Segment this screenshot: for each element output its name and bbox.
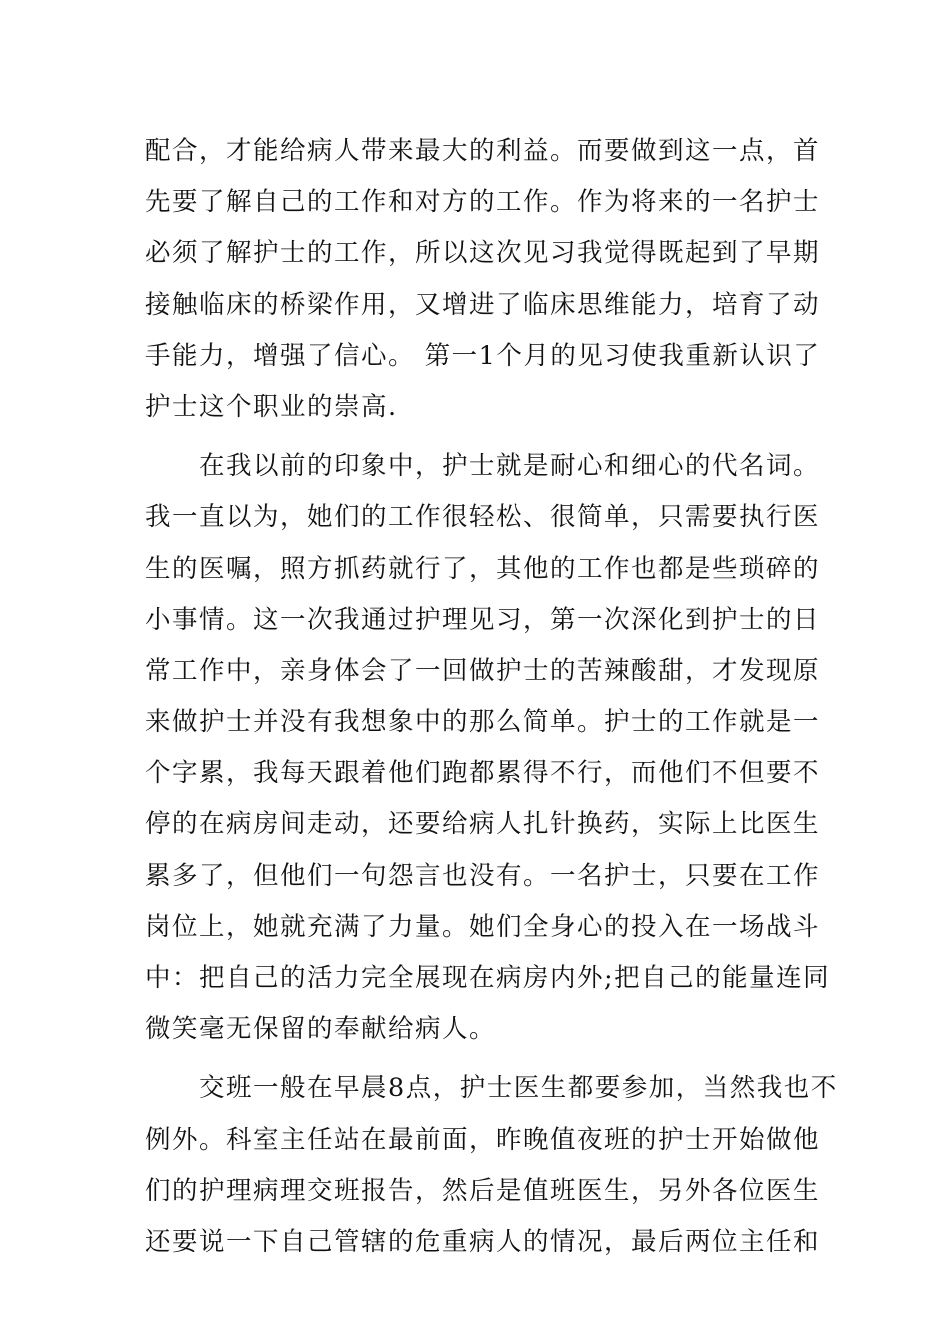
text-line: 常工作中，亲身体会了一回做护士的苦辣酸甜，才发现原 <box>145 655 821 686</box>
text-line: 例外。科室主任站在最前面，昨晚值夜班的护士开始做他 <box>145 1124 821 1155</box>
text-line: 手能力，增强了信心。 第一1个月的见习使我重新认识了 <box>145 340 821 371</box>
text-line: 必须了解护士的工作，所以这次见习我觉得既起到了早期 <box>145 238 821 269</box>
text-line: 个字累，我每天跟着他们跑都累得不行，而他们不但要不 <box>145 758 821 789</box>
paragraph <box>145 126 821 433</box>
paragraph <box>145 441 831 1055</box>
text-line: 岗位上，她就充满了力量。她们全身心的投入在一场战斗 <box>145 911 821 942</box>
text-line: 生的医嘱，照方抓药就行了，其他的工作也都是些琐碎的 <box>145 553 821 584</box>
text-line: 我一直以为，她们的工作很轻松、很简单，只需要执行医 <box>145 502 821 533</box>
text-line: 累多了，但他们一句怨言也没有。一名护士，只要在工作 <box>145 860 821 891</box>
text-line: 接触临床的桥梁作用，又增进了临床思维能力，培育了动 <box>145 289 821 320</box>
text-line: 配合，才能给病人带来最大的利益。而要做到这一点，首 <box>145 136 821 166</box>
text-line: 来做护士并没有我想象中的那么简单。护士的工作就是一 <box>145 707 821 738</box>
text-line: 们的护理病理交班报告，然后是值班医生，另外各位医生 <box>145 1175 821 1206</box>
text-line: 交班一般在早晨8点，护士医生都要参加，当然我也不 <box>145 1073 838 1104</box>
text-line: 先要了解自己的工作和对方的工作。作为将来的一名护士 <box>145 187 821 218</box>
text-line: 停的在病房间走动，还要给病人扎针换药，实际上比医生 <box>145 809 821 840</box>
text-line: 在我以前的印象中，护士就是耐心和细心的代名词。 <box>145 451 821 482</box>
paragraph <box>145 1063 838 1268</box>
paragraph-gap <box>145 433 810 441</box>
text-line: 护士这个职业的崇高. <box>145 391 398 422</box>
text-line: 还要说一下自己管辖的危重病人的情况，最后两位主任和 <box>145 1226 821 1257</box>
document-body <box>145 126 838 1268</box>
paragraph-gap <box>145 1055 810 1063</box>
text-line: 微笑毫无保留的奉献给病人。 <box>145 1014 497 1045</box>
text-line: 中：把自己的活力完全展现在病房内外;把自己的能量连同 <box>145 963 831 993</box>
text-line: 小事情。这一次我通过护理见习，第一次深化到护士的日 <box>145 604 821 635</box>
